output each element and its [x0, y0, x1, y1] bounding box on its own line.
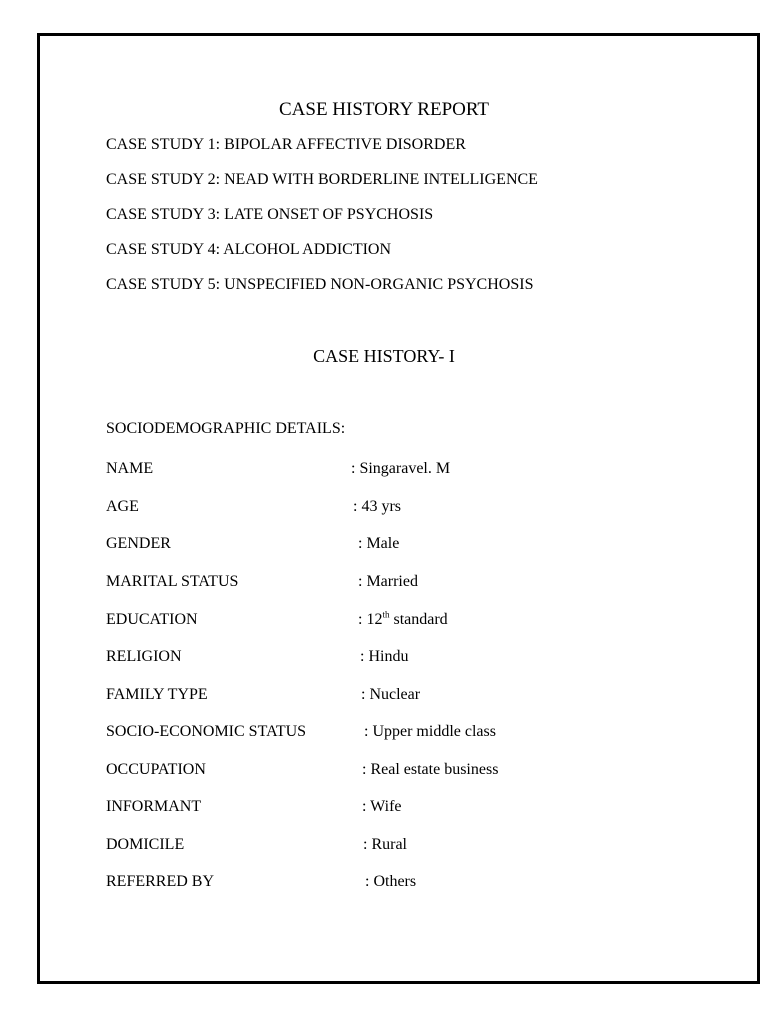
field-value-gender: : Male	[358, 535, 400, 552]
case-study-1: CASE STUDY 1: BIPOLAR AFFECTIVE DISORDER	[106, 136, 466, 153]
field-value-socio-economic-status: : Upper middle class	[364, 723, 496, 740]
field-label-religion: RELIGION	[106, 648, 182, 665]
field-label-socio-economic-status: SOCIO-ECONOMIC STATUS	[106, 723, 307, 740]
field-label-marital-status: MARITAL STATUS	[106, 573, 239, 590]
field-label-domicile: DOMICILE	[106, 836, 185, 853]
field-label-age: AGE	[106, 498, 139, 515]
field-value-name: : Singaravel. M	[351, 460, 451, 477]
field-label-referred-by: REFERRED BY	[106, 873, 215, 890]
case-study-4: CASE STUDY 4: ALCOHOL ADDICTION	[106, 241, 392, 258]
education-value-superscript: th	[382, 609, 390, 620]
field-label-gender: GENDER	[106, 535, 171, 552]
field-value-occupation: : Real estate business	[362, 761, 499, 778]
case-history-title: CASE HISTORY- I	[313, 346, 455, 366]
report-title: CASE HISTORY REPORT	[278, 99, 489, 120]
field-value-education	[358, 609, 448, 628]
field-label-name: NAME	[106, 460, 154, 477]
field-value-religion: : Hindu	[360, 648, 409, 665]
field-label-family-type: FAMILY TYPE	[106, 686, 208, 703]
field-value-referred-by: : Others	[365, 873, 417, 890]
education-value-prefix: : 12	[358, 611, 383, 628]
field-label-occupation: OCCUPATION	[106, 761, 206, 778]
field-label-education: EDUCATION	[106, 611, 198, 628]
field-value-informant: : Wife	[362, 798, 402, 815]
field-value-domicile: : Rural	[363, 836, 407, 853]
field-value-family-type: : Nuclear	[361, 686, 421, 703]
sociodemographic-heading: SOCIODEMOGRAPHIC DETAILS:	[106, 420, 346, 437]
field-value-age: : 43 yrs	[353, 498, 401, 515]
case-study-5: CASE STUDY 5: UNSPECIFIED NON-ORGANIC PSYCHOSIS	[106, 276, 534, 293]
field-value-marital-status: : Married	[358, 573, 418, 590]
case-study-3: CASE STUDY 3: LATE ONSET OF PSYCHOSIS	[106, 206, 434, 223]
case-study-2: CASE STUDY 2: NEAD WITH BORDERLINE INTELLIGENCE	[106, 171, 538, 188]
education-value-suffix: standard	[389, 611, 448, 628]
field-label-informant: INFORMANT	[106, 798, 202, 815]
